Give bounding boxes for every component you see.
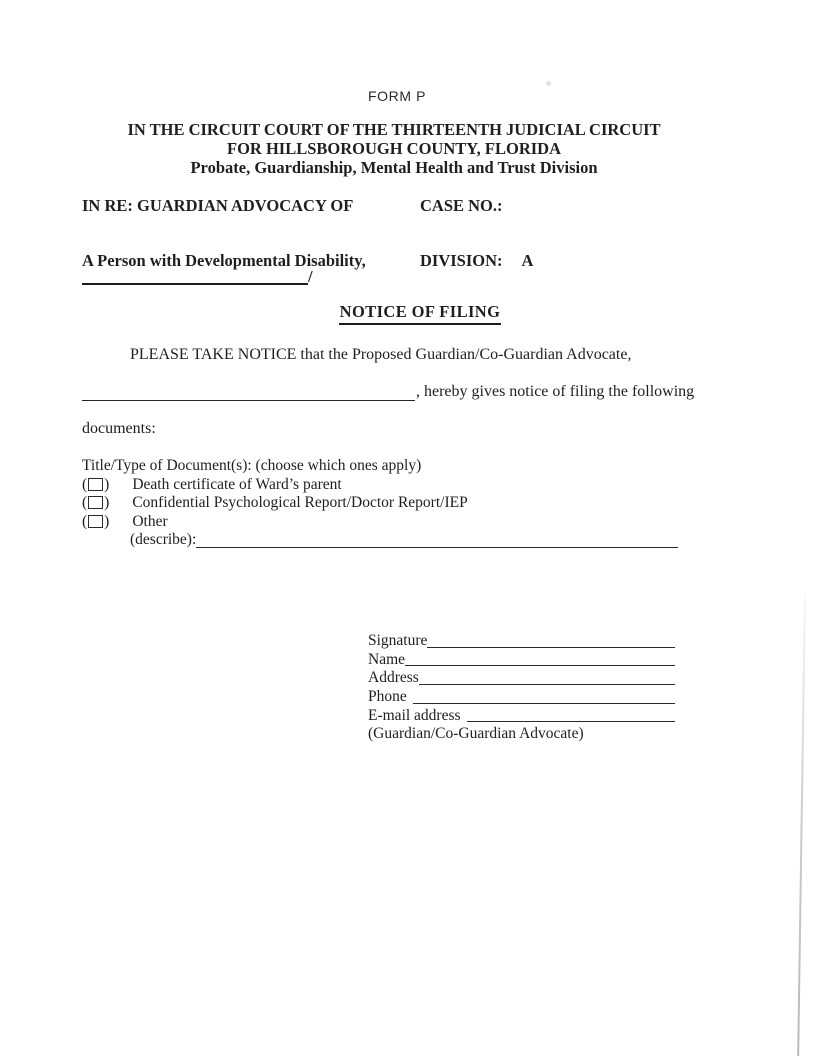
notice-paragraph-line3: documents:: [82, 420, 156, 437]
page-title: NOTICE OF FILING: [339, 302, 502, 325]
phone-line[interactable]: [413, 703, 675, 704]
name-label: Name: [368, 650, 406, 668]
checkbox-death-certificate[interactable]: [88, 478, 103, 491]
checkbox-confidential-report[interactable]: [88, 496, 103, 509]
phone-row: [368, 688, 675, 707]
scan-artifact-streak: [797, 594, 805, 1056]
party-name-row: [82, 267, 313, 285]
signature-label: Signature: [368, 631, 428, 649]
checkbox-other[interactable]: [88, 515, 103, 528]
notice-paragraph-line1: PLEASE TAKE NOTICE that the Proposed Guardian/Co-Guardian Advocate,: [130, 346, 632, 363]
signature-block: [368, 632, 675, 744]
document-option-confidential-report: ( ) Confidential Psychological Report/Doctor Report/IEP: [82, 494, 468, 512]
in-re-label: IN RE: GUARDIAN ADVOCACY OF: [82, 196, 354, 215]
document-option-label: Confidential Psychological Report/Doctor Report/IEP: [132, 494, 468, 512]
division-label: DIVISION: A: [420, 251, 534, 270]
signature-row: [368, 632, 675, 651]
court-title-line1: IN THE CIRCUIT COURT OF THE THIRTEENTH JUDICIAL CIRCUIT: [127, 120, 661, 139]
guardian-name-line[interactable]: [82, 383, 415, 401]
document-option-other: ( ) Other: [82, 512, 168, 530]
caption-slash: /: [308, 267, 313, 286]
address-row: [368, 669, 675, 688]
scan-artifact-speck: [546, 81, 551, 86]
email-line[interactable]: [467, 721, 675, 722]
notice-paragraph-line2: [82, 382, 694, 401]
person-label: A Person with Developmental Disability,: [82, 251, 366, 270]
document-option-death-certificate: ( ) Death certificate of Ward’s parent: [82, 475, 342, 493]
signature-footer: (Guardian/Co-Guardian Advocate): [368, 725, 584, 743]
describe-input-line[interactable]: [196, 547, 678, 548]
address-label: Address: [368, 669, 419, 687]
court-title-line2: FOR HILLSBOROUGH COUNTY, FLORIDA: [226, 138, 562, 158]
notice-paragraph-line2-text: , hereby gives notice of filing the following: [416, 383, 695, 400]
division-value: A: [521, 251, 534, 270]
address-line[interactable]: [419, 684, 675, 685]
court-header: [0, 121, 788, 177]
party-name-line[interactable]: [82, 268, 308, 285]
signature-line[interactable]: [427, 647, 675, 648]
describe-row: [130, 531, 678, 550]
document-option-label: Death certificate of Ward’s parent: [132, 475, 342, 493]
court-division-line: Probate, Guardianship, Mental Health and Trust Division: [190, 157, 598, 177]
form-label: FORM P: [367, 88, 427, 104]
describe-label: (describe):: [130, 531, 197, 549]
name-line[interactable]: [405, 665, 675, 666]
notice-title-wrap: [0, 302, 816, 325]
document-option-label: Other: [132, 512, 168, 530]
phone-label: Phone: [368, 688, 407, 706]
document-type-list: [82, 457, 707, 550]
case-no-label: CASE NO.:: [420, 196, 503, 215]
email-row: [368, 707, 675, 726]
name-row: [368, 651, 675, 670]
document-list-heading: Title/Type of Document(s): (choose which ones apply): [82, 457, 422, 474]
email-label: E-mail address: [368, 706, 461, 724]
